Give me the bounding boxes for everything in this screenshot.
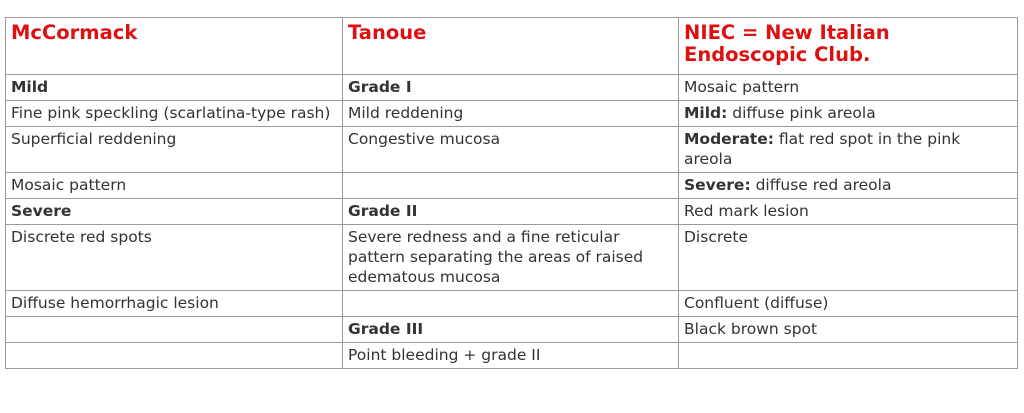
cell-niec: [679, 317, 1018, 343]
table-container: [5, 17, 1018, 369]
cell-niec: [679, 127, 1018, 173]
cell-tanoue: Grade III: [343, 317, 679, 343]
cell-niec: [679, 101, 1018, 127]
table-row: [6, 343, 1018, 369]
cell-tanoue: Congestive mucosa: [343, 127, 679, 173]
header-tanoue: Tanoue: [343, 18, 679, 75]
cell-niec-text: diffuse red areola: [750, 176, 892, 194]
cell-mccormack: [6, 317, 343, 343]
table-row: [6, 127, 1018, 173]
cell-mccormack: Diffuse hemorrhagic lesion: [6, 291, 343, 317]
cell-tanoue: Point bleeding + grade II: [343, 343, 679, 369]
classification-table: [5, 17, 1018, 369]
cell-mccormack: Discrete red spots: [6, 225, 343, 291]
cell-mccormack: Mild: [6, 75, 343, 101]
cell-mccormack: Mosaic pattern: [6, 173, 343, 199]
table-row: [6, 75, 1018, 101]
cell-niec-text: Black brown spot: [684, 320, 818, 338]
cell-mccormack: Fine pink speckling (scarlatina-type rash): [6, 101, 343, 127]
header-niec: NIEC = New Italian Endoscopic Club.: [679, 18, 1018, 75]
table-row: [6, 225, 1018, 291]
table-row: [6, 101, 1018, 127]
cell-niec: [679, 199, 1018, 225]
header-mccormack: McCormack: [6, 18, 343, 75]
cell-mccormack: Superficial reddening: [6, 127, 343, 173]
cell-mccormack: Severe: [6, 199, 343, 225]
cell-niec: [679, 75, 1018, 101]
cell-niec: [679, 343, 1018, 369]
cell-niec-lead: Severe:: [684, 176, 751, 194]
cell-tanoue: Severe redness and a fine reticular pattern separating the areas of raised edematous mucosa: [343, 225, 679, 291]
cell-tanoue: Grade I: [343, 75, 679, 101]
cell-niec-lead: Moderate:: [684, 130, 774, 148]
cell-niec-text: flat red spot in the pink areola: [684, 130, 961, 168]
table-header-row: [6, 18, 1018, 75]
table-row: [6, 199, 1018, 225]
cell-niec-text: Mosaic pattern: [684, 78, 800, 96]
cell-niec-lead: Mild:: [684, 104, 728, 122]
table-row: [6, 291, 1018, 317]
cell-niec: [679, 225, 1018, 291]
table-row: [6, 317, 1018, 343]
cell-niec: [679, 173, 1018, 199]
cell-tanoue: [343, 291, 679, 317]
cell-niec-text: diffuse pink areola: [727, 104, 876, 122]
cell-niec-text: Red mark lesion: [684, 202, 809, 220]
cell-tanoue: [343, 173, 679, 199]
cell-niec: [679, 291, 1018, 317]
table-row: [6, 173, 1018, 199]
cell-tanoue: Mild reddening: [343, 101, 679, 127]
cell-niec-text: Confluent (diffuse): [684, 294, 829, 312]
cell-tanoue: Grade II: [343, 199, 679, 225]
cell-niec-text: Discrete: [684, 228, 749, 246]
cell-mccormack: [6, 343, 343, 369]
